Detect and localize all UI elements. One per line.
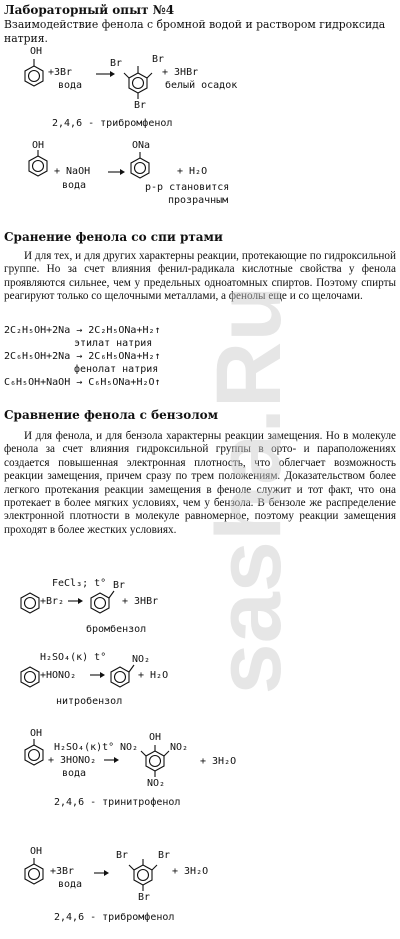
r4-no2: NO₂: [132, 654, 151, 665]
r1-reagent: +3Br: [48, 67, 73, 78]
r5-water: вода: [62, 768, 87, 779]
r2-product: + H₂O: [177, 166, 208, 177]
r1-name: 2,4,6 - трибромфенол: [52, 118, 173, 129]
r2-oh: OH: [32, 140, 45, 151]
phenol-ring-r1: [25, 59, 43, 86]
r2-ona: ONa: [132, 140, 151, 151]
r6-reagent: +3Br: [50, 866, 75, 877]
r3-name: бромбензол: [86, 624, 147, 635]
r3-br: Br: [113, 580, 126, 591]
nitrobenzene-ring-r4: [111, 665, 134, 687]
section-title-benzene: Сравнение фенола с бензолом: [4, 408, 219, 422]
equation-phenol-na-product: фенолат натрия: [74, 364, 159, 375]
r5-oh: OH: [30, 728, 43, 739]
r5-name: 2,4,6 - тринитрофенол: [54, 797, 181, 808]
trinitrophenol-ring-r5: [141, 745, 169, 777]
equation-phenol-naoh: C₆H₅OH+NaOH → C₆H₅ONa+H₂O↑: [4, 377, 161, 388]
phenol-ring-r5: [25, 739, 43, 765]
r4-product: + H₂O: [138, 670, 169, 681]
r5-oh-product: OH: [149, 732, 162, 743]
tribromophenol-ring-r1: [124, 66, 152, 99]
bromobenzene-ring-r3: [91, 591, 114, 613]
r5-no2-right: NO₂: [170, 742, 189, 753]
equation-phenol-na: 2C₆H₅OH+2Na → 2C₆H₅ONa+H₂↑: [4, 351, 161, 362]
r1-water: вода: [58, 80, 83, 91]
r3-condition: FeCl₃; t°: [52, 578, 107, 589]
r2-note2: прозрачным: [168, 195, 229, 206]
tribromophenol-ring-r6: [129, 859, 157, 891]
r4-condition: H₂SO₄(к) t°: [40, 652, 107, 663]
section-title-alcohols: Сранение фенола со спи ртами: [4, 230, 223, 244]
equation-ethanol: 2C₂H₅OH+2Na → 2C₂H₅ONa+H₂↑: [4, 325, 161, 336]
r6-product: + 3H₂O: [172, 866, 209, 877]
benzene-ring-r4: [21, 667, 39, 687]
r1-product: + 3HBr: [162, 67, 199, 78]
section-text-benzene: И для фенола, и для бензола характерны реакции замещения. Но в молекуле фенола за счет влияния гидроксильной группы в орто- и параположениях создается повышенная электронная плотность, что облегчает возможность реакции замещения, причем сразу по трем положениям. Доказательством более легкого протекания реакции замещения в феноле служит и тот факт, что она протекает в более мягких условиях, чем у бензола. В бензоле же распределение электронной плотности в молекуле равномерное, поэтому реакции замещения проходят в более жестких условиях.: [4, 430, 396, 536]
r1-precipitate: белый осадок: [165, 80, 238, 91]
r5-product: + 3H₂O: [200, 756, 237, 767]
r5-condition: H₂SO₄(к)t°: [54, 742, 115, 753]
benzene-ring-r3: [21, 593, 39, 613]
r4-reagent: +HONO₂: [40, 670, 77, 681]
equation-ethanol-product: этилат натрия: [74, 338, 153, 349]
phenol-ring-r2: [29, 150, 47, 176]
lab-subtitle: Взаимодействие фенола с бромной водой и раствором гидроксида натрия.: [4, 18, 386, 45]
watermark-text: sasha.Ru: [198, 285, 300, 695]
section-text-alcohols: И для тех, и для других характерны реакции, протекающие по гидроксильной группе. Но за счет влияния фенил-радикала кислотные свойства у фенола проявляются сильнее, чем у предельных одноатомных спиртов. Поэтому спирты реагируют только со щелочными металлами, а фенолы еще и со щелочами.: [4, 250, 396, 303]
r6-br-left: Br: [116, 850, 129, 861]
r5-reagent: + 3HONO₂: [48, 755, 97, 766]
r4-name: нитробензол: [56, 696, 123, 707]
r1-br-bottom: Br: [134, 100, 147, 111]
r6-oh: OH: [30, 846, 43, 857]
r1-br-left: Br: [110, 58, 123, 69]
r5-no2-bottom: NO₂: [147, 778, 166, 789]
r6-br-bottom: Br: [138, 892, 151, 903]
r1-oh: OH: [30, 46, 43, 57]
r6-water: вода: [58, 879, 83, 890]
r2-water: вода: [62, 180, 87, 191]
phenol-ring-r6: [25, 858, 43, 884]
r6-br-right: Br: [158, 850, 171, 861]
r6-name: 2,4,6 - трибромфенол: [54, 912, 175, 923]
r2-reagent: + NaOH: [54, 166, 91, 177]
lab-title: Лабораторный опыт №4: [4, 3, 175, 17]
r3-reagent: +Br₂: [40, 596, 65, 607]
phenolate-ring-r2: [131, 152, 149, 178]
r5-no2-left: NO₂: [120, 742, 139, 753]
r3-product: + 3HBr: [122, 596, 159, 607]
r1-br-right: Br: [152, 54, 165, 65]
r2-note1: р-р становится: [145, 182, 230, 193]
